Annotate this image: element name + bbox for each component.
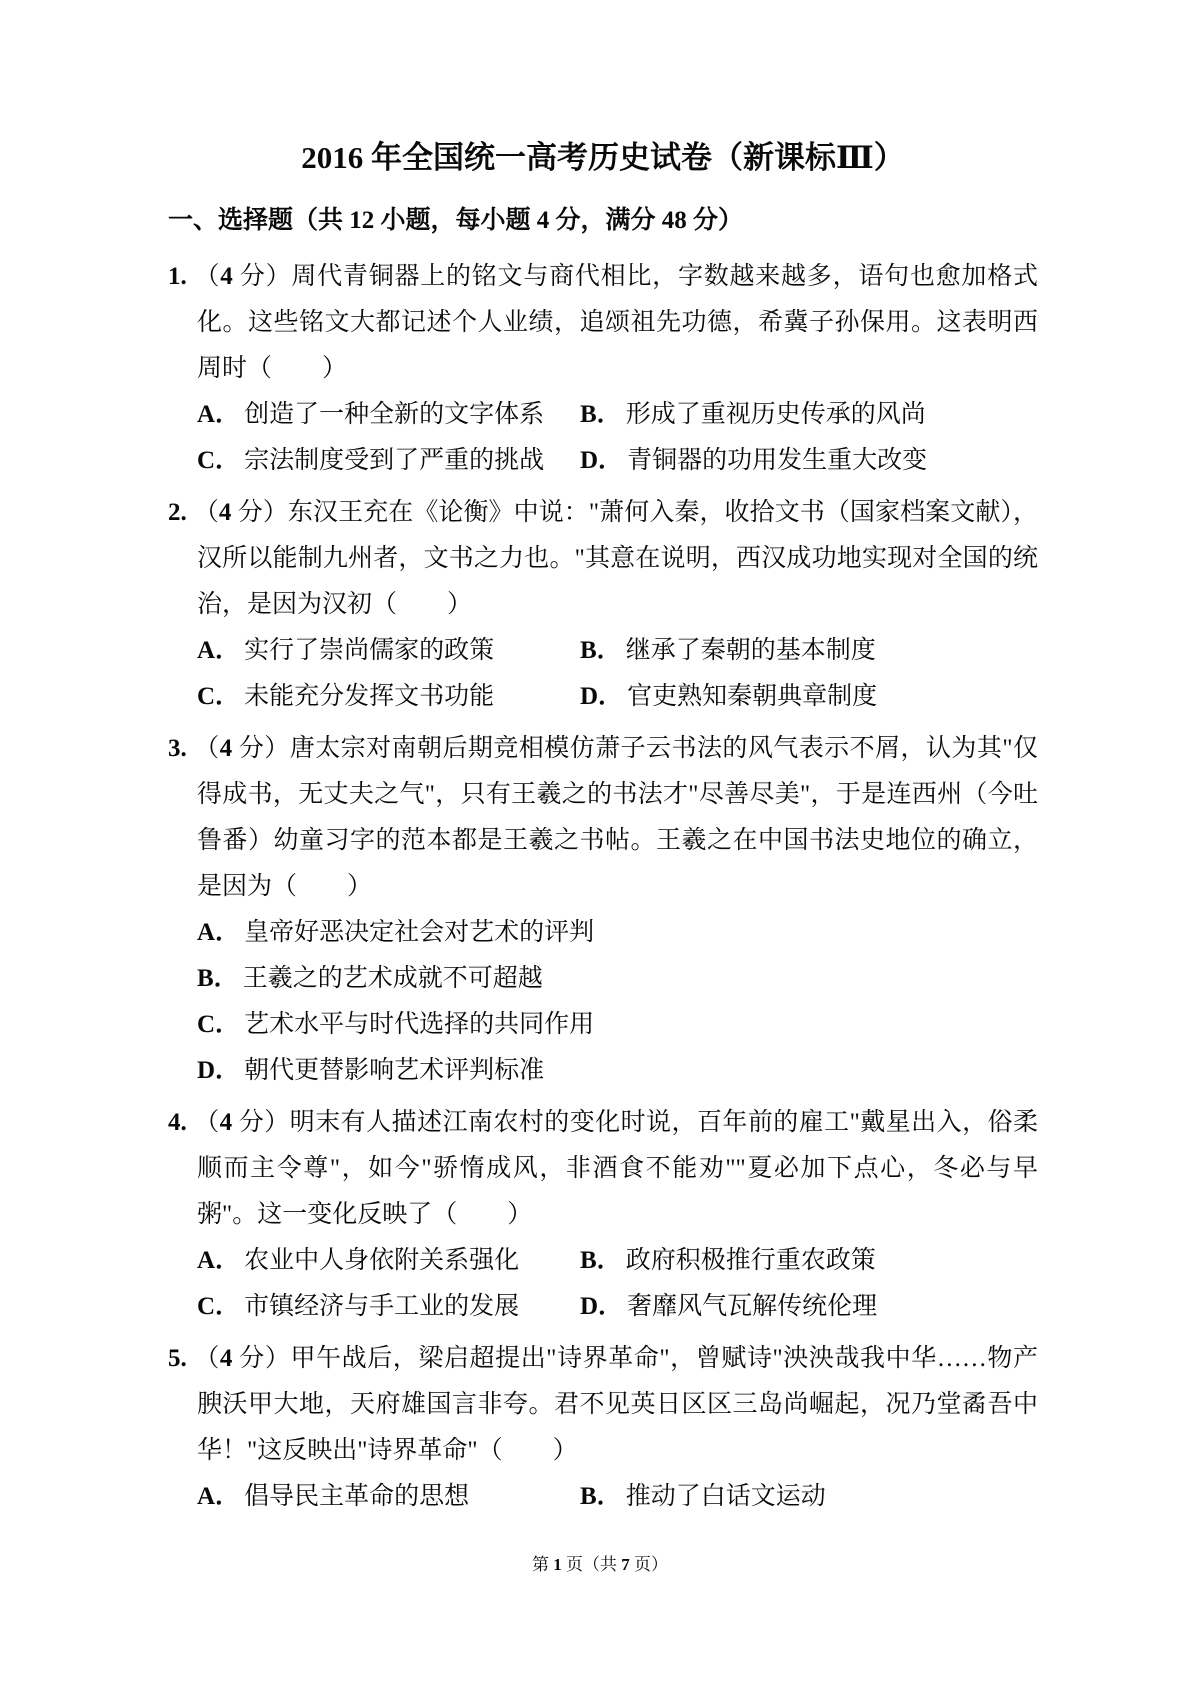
points-open: （: [193, 1345, 220, 1372]
points-close: 分）: [232, 1109, 290, 1136]
footer-suffix: 页）: [629, 1555, 668, 1574]
options: [168, 1238, 1038, 1330]
option-C: [197, 438, 580, 484]
option-D: [197, 1048, 1038, 1094]
option-row: [197, 392, 1038, 438]
option-D: [580, 438, 963, 484]
question-number: 3.: [168, 735, 187, 762]
option-label: A．: [197, 1247, 241, 1274]
footer-prefix: 第: [532, 1555, 554, 1574]
points-close: 分）: [231, 499, 288, 526]
points-close: 分）: [232, 1345, 291, 1372]
option-row: [197, 628, 1038, 674]
option-text: 青铜器的功用发生重大改变: [627, 447, 928, 474]
points-value: 4: [220, 263, 233, 290]
option-label: B．: [197, 965, 239, 992]
question-2: [168, 490, 1038, 720]
option-label: D．: [197, 1057, 241, 1084]
option-text: 宗法制度受到了严重的挑战: [244, 447, 545, 474]
footer-page-number: 1: [553, 1555, 562, 1574]
option-label: D．: [580, 447, 624, 474]
option-B: [197, 956, 1038, 1002]
points-open: （: [193, 263, 221, 290]
option-label: C．: [197, 1011, 241, 1038]
option-label: B．: [580, 637, 622, 664]
option-A: [197, 910, 1038, 956]
option-B: [580, 628, 963, 674]
points-value: 4: [219, 1109, 233, 1136]
option-C: [197, 674, 580, 720]
option-text: 市镇经济与手工业的发展: [244, 1293, 520, 1320]
points-close: 分）: [232, 735, 290, 762]
option-A: [197, 1474, 580, 1520]
stem-text: 明末有人描述江南农村的变化时说，百年前的雇工"戴星出入，俗柔顺而主令尊"，如今"骄惰成风，非酒食不能劝""夏必加下点心，冬必与早粥"。这一变化反映了（ ）: [197, 1109, 1038, 1228]
question-number: 5.: [168, 1345, 187, 1372]
points-value: 4: [219, 1345, 233, 1372]
option-A: [197, 392, 580, 438]
options: [168, 392, 1038, 484]
question-3: [168, 726, 1038, 1094]
section-heading: 一、选择题（共 12 小题，每小题 4 分，满分 48 分）: [168, 207, 744, 234]
points-open: （: [193, 735, 220, 762]
option-text: 未能充分发挥文书功能: [244, 683, 495, 710]
option-label: B．: [580, 1483, 622, 1510]
option-text: 皇帝好恶决定社会对艺术的评判: [244, 919, 595, 946]
question-4-stem: [168, 1100, 1038, 1238]
points-value: 4: [218, 499, 232, 526]
question-3-stem: [168, 726, 1038, 910]
option-text: 创造了一种全新的文字体系: [244, 401, 545, 428]
option-row: [197, 1474, 1038, 1520]
option-label: B．: [580, 1247, 622, 1274]
option-text: 继承了秦朝的基本制度: [625, 637, 876, 664]
option-text: 政府积极推行重农政策: [625, 1247, 876, 1274]
stem-text: 甲午战后，梁启超提出"诗界革命"，曾赋诗"泱泱哉我中华……物产腴沃甲大地，天府雄国言非夸。君不见英日区区三岛尚崛起，况乃堂矞吾中华！"这反映出"诗界革命"（ ）: [197, 1345, 1038, 1464]
option-A: [197, 628, 580, 674]
question-1: [168, 254, 1038, 484]
option-B: [580, 1474, 963, 1520]
option-text: 推动了白话文运动: [625, 1483, 826, 1510]
option-text: 奢靡风气瓦解传统伦理: [627, 1293, 878, 1320]
option-label: A．: [197, 637, 241, 664]
page-content: [168, 136, 1038, 1520]
option-label: D．: [580, 1293, 624, 1320]
footer-middle: 页（共: [561, 1555, 622, 1574]
options: [168, 1474, 1038, 1520]
option-label: C．: [197, 1293, 241, 1320]
question-number: 4.: [168, 1109, 187, 1136]
option-text: 官吏熟知秦朝典章制度: [627, 683, 878, 710]
stem-text: 周代青铜器上的铭文与商代相比，字数越来越多，语句也愈加格式化。这些铭文大都记述个人业绩，追颂祖先功德，希冀子孙保用。这表明西周时（ ）: [197, 263, 1038, 382]
points-close: 分）: [232, 263, 292, 290]
option-text: 朝代更替影响艺术评判标准: [244, 1057, 545, 1084]
options: [168, 910, 1038, 1094]
question-5: [168, 1336, 1038, 1520]
option-A: [197, 1238, 580, 1284]
stem-text: 东汉王充在《论衡》中说："萧何入秦，收拾文书（国家档案文献），汉所以能制九州者，文书之力也。"其意在说明，西汉成功地实现对全国的统治，是因为汉初（ ）: [197, 499, 1038, 618]
option-D: [580, 674, 963, 720]
option-text: 倡导民主革命的思想: [244, 1483, 470, 1510]
question-4: [168, 1100, 1038, 1330]
option-row: [197, 674, 1038, 720]
question-5-stem: [168, 1336, 1038, 1474]
option-text: 实行了崇尚儒家的政策: [244, 637, 495, 664]
option-B: [580, 1238, 963, 1284]
option-label: C．: [197, 447, 241, 474]
question-number: 1.: [168, 263, 187, 290]
option-row: [197, 438, 1038, 484]
option-label: A．: [197, 1483, 241, 1510]
option-text: 农业中人身依附关系强化: [244, 1247, 520, 1274]
option-C: [197, 1284, 580, 1330]
stem-text: 唐太宗对南朝后期竞相模仿萧子云书法的风气表示不屑，认为其"仅得成书，无丈夫之气"，只有王羲之的书法才"尽善尽美"，于是连西州（今吐鲁番）幼童习字的范本都是王羲之书帖。王羲之在中国书法史地位的确立，是因为（ ）: [197, 735, 1038, 900]
question-2-stem: [168, 490, 1038, 628]
option-label: D．: [580, 683, 624, 710]
option-label: C．: [197, 683, 241, 710]
footer-total-pages: 7: [621, 1555, 630, 1574]
points-value: 4: [219, 735, 233, 762]
page-title: 2016 年全国统一高考历史试卷（新课标Ⅲ）: [301, 140, 905, 175]
option-text: 王羲之的艺术成就不可超越: [242, 965, 543, 992]
question-number: 2.: [168, 499, 187, 526]
options: [168, 628, 1038, 720]
option-row: [197, 1284, 1038, 1330]
question-1-stem: [168, 254, 1038, 392]
points-open: （: [193, 499, 219, 526]
page-footer: [0, 1552, 1200, 1578]
option-label: A．: [197, 919, 241, 946]
option-B: [580, 392, 963, 438]
option-label: A．: [197, 401, 241, 428]
option-text: 艺术水平与时代选择的共同作用: [244, 1011, 595, 1038]
option-text: 形成了重视历史传承的风尚: [625, 401, 926, 428]
option-C: [197, 1002, 1038, 1048]
question-list: [168, 254, 1038, 1520]
option-row: [197, 1238, 1038, 1284]
option-D: [580, 1284, 963, 1330]
option-label: B．: [580, 401, 622, 428]
points-open: （: [193, 1109, 220, 1136]
